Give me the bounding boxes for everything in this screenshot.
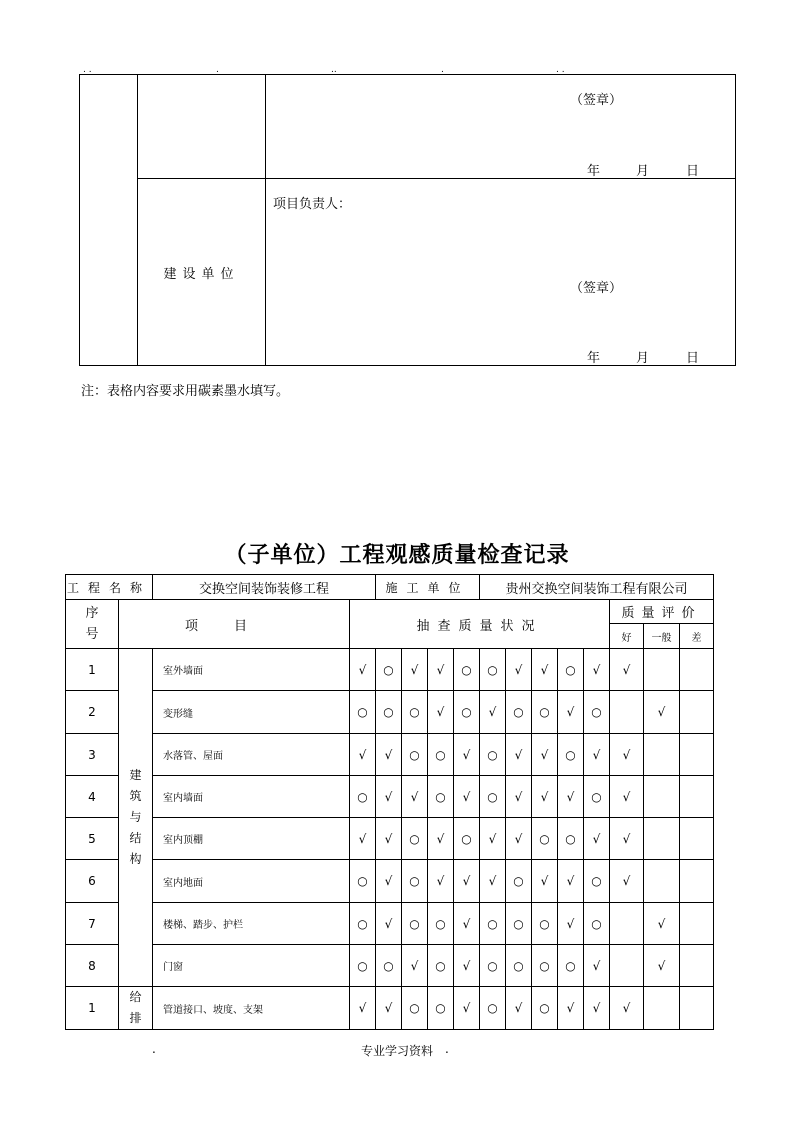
check-mark: ○ [506, 945, 532, 987]
table-row [66, 734, 714, 776]
check-mark: √ [584, 649, 610, 691]
check-mark: √ [376, 818, 402, 860]
rating-poor [680, 987, 714, 1030]
check-mark: ○ [350, 945, 376, 987]
rating-good: √ [610, 734, 644, 776]
check-mark: ○ [532, 691, 558, 734]
date-year-2: 年 [587, 351, 601, 366]
owner-signature-cell [266, 179, 736, 366]
check-mark: ○ [480, 649, 506, 691]
page-title: （子单位）工程观感质量检查记录 [224, 542, 570, 568]
check-mark: √ [506, 987, 532, 1030]
check-mark: ○ [480, 987, 506, 1030]
rating-good: √ [610, 776, 644, 818]
group-label-text: 建筑与结构 [129, 768, 142, 866]
group-label-text: 给排 [129, 990, 142, 1025]
footer-dot-left: . [152, 1042, 156, 1056]
top-dot-3: .. [331, 65, 337, 75]
check-mark: ○ [376, 945, 402, 987]
table-row [66, 987, 714, 1030]
check-mark: √ [584, 818, 610, 860]
check-mark: √ [558, 776, 584, 818]
check-mark: ○ [480, 903, 506, 945]
check-mark: ○ [532, 903, 558, 945]
check-mark: ○ [428, 945, 454, 987]
check-mark: √ [376, 987, 402, 1030]
check-mark: ○ [506, 903, 532, 945]
check-mark: √ [376, 776, 402, 818]
top-dot-5: . . [556, 65, 565, 75]
date-day: 日 [686, 164, 700, 179]
item-name: 室内顶棚 [153, 818, 350, 860]
blank-cell [80, 75, 138, 366]
check-mark: √ [402, 649, 428, 691]
check-mark: ○ [402, 734, 428, 776]
row-number: 6 [66, 860, 119, 903]
rating-normal [644, 734, 680, 776]
rating-poor [680, 860, 714, 903]
check-mark: √ [454, 860, 480, 903]
check-mark: ○ [402, 691, 428, 734]
check-header: 抽查质量状况 [350, 600, 610, 649]
check-mark: √ [558, 903, 584, 945]
footer-dot-right: . [445, 1042, 449, 1056]
project-leader-label: 项目负责人： [273, 197, 352, 212]
signature-cell [266, 75, 736, 179]
check-mark: ○ [402, 987, 428, 1030]
rating-good: √ [610, 860, 644, 903]
rating-normal [644, 860, 680, 903]
check-mark: ○ [402, 818, 428, 860]
check-mark: √ [532, 734, 558, 776]
check-mark: ○ [584, 691, 610, 734]
check-mark: ○ [454, 691, 480, 734]
item-name: 变形缝 [153, 691, 350, 734]
top-dot-4: . [441, 65, 444, 75]
check-mark: ○ [584, 860, 610, 903]
rating-poor [680, 734, 714, 776]
check-mark: ○ [532, 945, 558, 987]
check-mark: √ [480, 860, 506, 903]
item-name: 管道接口、坡度、支架 [153, 987, 350, 1030]
check-mark: ○ [558, 818, 584, 860]
check-mark: ○ [558, 649, 584, 691]
rating-poor [680, 903, 714, 945]
check-mark: √ [532, 776, 558, 818]
contractor-label: 施工单位 [376, 575, 480, 600]
check-mark: √ [428, 691, 454, 734]
project-name-value: 交换空间装饰装修工程 [153, 575, 376, 600]
seal-label: （签章） [570, 93, 623, 108]
check-mark: √ [376, 903, 402, 945]
check-mark: √ [558, 860, 584, 903]
check-mark: √ [402, 776, 428, 818]
table-row [66, 818, 714, 860]
check-mark: ○ [376, 691, 402, 734]
check-mark: ○ [428, 987, 454, 1030]
group-label-plumbing [119, 987, 153, 1030]
item-header: 项目 [119, 600, 350, 649]
seq-header: 序号 [66, 600, 119, 649]
check-mark: √ [402, 945, 428, 987]
rating-normal-header: 一般 [644, 624, 680, 649]
check-mark: ○ [350, 903, 376, 945]
rating-good: √ [610, 649, 644, 691]
check-mark: ○ [506, 691, 532, 734]
check-mark: ○ [350, 691, 376, 734]
check-mark: ○ [428, 734, 454, 776]
item-name: 室内地面 [153, 860, 350, 903]
rating-poor [680, 776, 714, 818]
date-month: 月 [636, 164, 650, 179]
rating-poor [680, 818, 714, 860]
project-name-label: 工程名称 [66, 575, 153, 600]
rating-normal [644, 649, 680, 691]
check-mark: √ [506, 818, 532, 860]
check-mark: √ [376, 734, 402, 776]
check-mark: √ [428, 649, 454, 691]
check-mark: √ [532, 649, 558, 691]
item-name: 水落管、屋面 [153, 734, 350, 776]
check-mark: √ [480, 818, 506, 860]
item-name: 楼梯、踏步、护栏 [153, 903, 350, 945]
check-mark: √ [454, 903, 480, 945]
rating-normal: √ [644, 945, 680, 987]
owner-unit-cell [138, 179, 266, 366]
check-mark: √ [454, 987, 480, 1030]
rating-good [610, 903, 644, 945]
check-mark: √ [506, 776, 532, 818]
date-year: 年 [587, 164, 601, 179]
table-row [66, 903, 714, 945]
rating-good [610, 691, 644, 734]
check-mark: ○ [532, 818, 558, 860]
contractor-value: 贵州交换空间装饰工程有限公司 [480, 575, 714, 600]
check-mark: ○ [480, 945, 506, 987]
row-number: 7 [66, 903, 119, 945]
check-mark: √ [350, 649, 376, 691]
check-mark: √ [350, 818, 376, 860]
row-number: 4 [66, 776, 119, 818]
rating-good: √ [610, 987, 644, 1030]
check-mark: ○ [480, 734, 506, 776]
item-name: 室内墙面 [153, 776, 350, 818]
rating-poor-header: 差 [680, 624, 714, 649]
date-month-2: 月 [636, 351, 650, 366]
check-mark: ○ [376, 649, 402, 691]
check-mark: ○ [402, 903, 428, 945]
top-dot-1: . . [83, 65, 92, 75]
table-row [66, 649, 714, 691]
rating-normal [644, 776, 680, 818]
row-number: 8 [66, 945, 119, 987]
item-name: 室外墙面 [153, 649, 350, 691]
row-number: 1 [66, 649, 119, 691]
rating-poor [680, 691, 714, 734]
check-mark: √ [454, 945, 480, 987]
date-day-2: 日 [686, 351, 700, 366]
rating-poor [680, 649, 714, 691]
rating-normal: √ [644, 903, 680, 945]
rating-normal [644, 818, 680, 860]
check-mark: √ [454, 776, 480, 818]
check-mark: ○ [454, 649, 480, 691]
check-mark: √ [506, 734, 532, 776]
check-mark: √ [350, 734, 376, 776]
rating-good [610, 945, 644, 987]
owner-unit-label: 建设单位 [163, 266, 240, 282]
rating-header: 质量评价 [610, 600, 714, 624]
top-dot-2: . [216, 65, 219, 75]
rating-poor [680, 945, 714, 987]
check-mark: √ [480, 691, 506, 734]
inspection-rows [66, 649, 714, 1030]
check-mark: √ [558, 987, 584, 1030]
check-mark: ○ [402, 860, 428, 903]
rating-normal [644, 987, 680, 1030]
previous-signature-table [79, 74, 736, 366]
check-mark: √ [506, 649, 532, 691]
blank-cell [138, 75, 266, 179]
check-mark: ○ [428, 776, 454, 818]
table-row [66, 860, 714, 903]
check-mark: ○ [350, 776, 376, 818]
table-row [66, 776, 714, 818]
quality-inspection-table [65, 574, 714, 1030]
table-row [66, 945, 714, 987]
check-mark: ○ [584, 776, 610, 818]
row-number: 1 [66, 987, 119, 1030]
check-mark: ○ [350, 860, 376, 903]
row-number: 3 [66, 734, 119, 776]
table-row [66, 691, 714, 734]
check-mark: ○ [480, 776, 506, 818]
check-mark: ○ [558, 945, 584, 987]
check-mark: √ [428, 860, 454, 903]
check-mark: √ [428, 818, 454, 860]
seal-label-2: （签章） [570, 281, 623, 296]
check-mark: √ [350, 987, 376, 1030]
check-mark: ○ [454, 818, 480, 860]
group-label-building [119, 649, 153, 987]
check-mark: ○ [506, 860, 532, 903]
rating-normal: √ [644, 691, 680, 734]
item-name: 门窗 [153, 945, 350, 987]
row-number: 5 [66, 818, 119, 860]
check-mark: ○ [558, 734, 584, 776]
check-mark: √ [376, 860, 402, 903]
note-text: 注：表格内容要求用碳素墨水填写。 [81, 384, 290, 399]
check-mark: √ [532, 860, 558, 903]
check-mark: √ [584, 945, 610, 987]
check-mark: √ [584, 734, 610, 776]
check-mark: √ [454, 734, 480, 776]
check-mark: ○ [428, 903, 454, 945]
check-mark: √ [558, 691, 584, 734]
page-footer [0, 1042, 794, 1059]
rating-good: √ [610, 818, 644, 860]
check-mark: ○ [584, 903, 610, 945]
rating-good-header: 好 [610, 624, 644, 649]
check-mark: √ [584, 987, 610, 1030]
row-number: 2 [66, 691, 119, 734]
check-mark: ○ [532, 987, 558, 1030]
footer-label: 专业学习资料 [360, 1044, 433, 1058]
